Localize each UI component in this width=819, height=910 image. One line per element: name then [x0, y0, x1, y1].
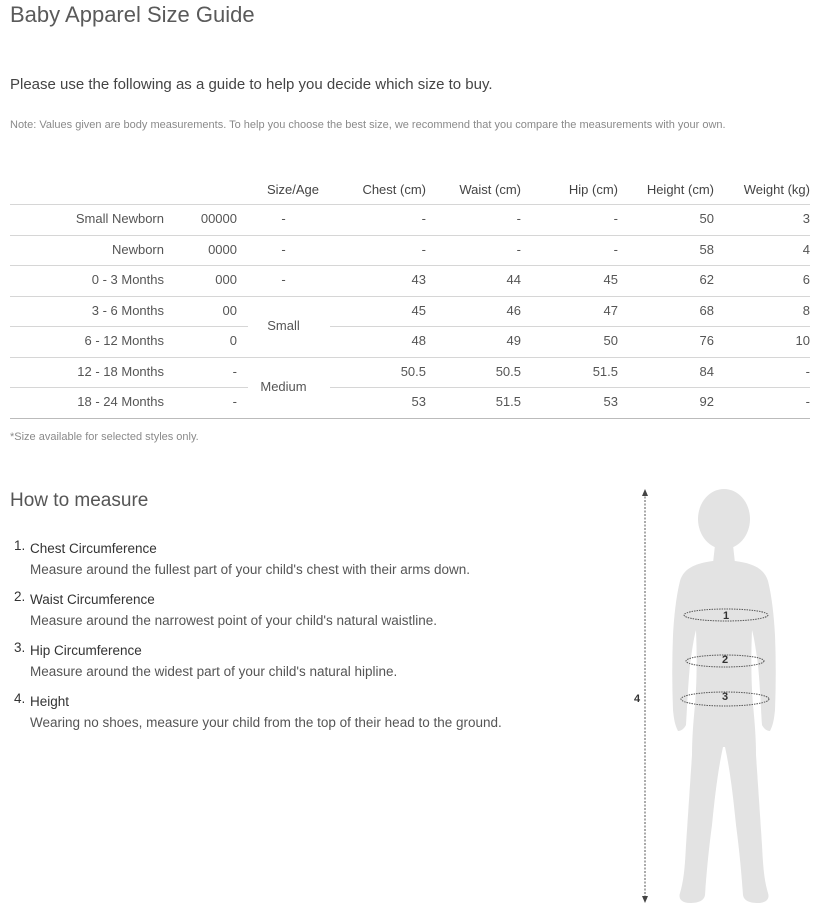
note-text: Note: Values given are body measurements. To help you choose the best size, we recommend that you compare the measurements with your own.	[10, 119, 726, 131]
step-number: 3.	[14, 640, 26, 655]
row-chest: -	[421, 242, 426, 257]
row-code: 0	[229, 333, 237, 348]
step-description: Wearing no shoes, measure your child from the top of their head to the ground.	[30, 715, 502, 730]
row-hip: 51.5	[592, 364, 618, 379]
row-height: 76	[699, 333, 714, 348]
header-hip: Hip (cm)	[568, 182, 618, 197]
row-hip: 47	[603, 303, 618, 318]
step-chest	[14, 538, 504, 580]
step-title: Waist Circumference	[30, 592, 155, 607]
header-waist: Waist (cm)	[459, 182, 521, 197]
step-number: 2.	[14, 589, 26, 604]
size-group-medium: Medium	[260, 379, 307, 394]
row-size: -	[281, 272, 286, 287]
row-height: 62	[699, 272, 714, 287]
footnote-text: *Size available for selected styles only.	[10, 431, 199, 443]
row-hip: 45	[603, 272, 618, 287]
row-waist: 50.5	[495, 364, 521, 379]
row-chest: 53	[411, 394, 426, 409]
row-weight: 6	[802, 272, 810, 287]
row-height: 92	[699, 394, 714, 409]
row-code: 00000	[200, 211, 237, 226]
row-waist: -	[516, 211, 521, 226]
row-chest: 43	[411, 272, 426, 287]
row-code: 000	[215, 272, 237, 287]
header-chest: Chest (cm)	[362, 182, 426, 197]
step-title: Chest Circumference	[30, 541, 157, 556]
row-waist: 51.5	[495, 394, 521, 409]
row-hip: -	[613, 242, 618, 257]
step-description: Measure around the narrowest point of your child's natural waistline.	[30, 613, 438, 628]
row-weight: 4	[802, 242, 810, 257]
chest-label: 1	[723, 610, 730, 622]
step-height	[14, 691, 504, 733]
row-hip: 53	[603, 394, 618, 409]
row-chest: 50.5	[400, 364, 426, 379]
row-age: 0 - 3 Months	[91, 272, 164, 287]
row-weight: -	[805, 394, 810, 409]
row-age: 3 - 6 Months	[91, 303, 164, 318]
row-waist: -	[516, 242, 521, 257]
step-title: Height	[30, 694, 70, 709]
row-age: 18 - 24 Months	[77, 394, 164, 409]
step-hip	[14, 640, 504, 682]
size-group-small: Small	[267, 318, 300, 333]
step-waist	[14, 589, 504, 631]
row-waist: 44	[506, 272, 521, 287]
row-weight: 10	[795, 333, 810, 348]
row-weight: -	[805, 364, 810, 379]
row-code: -	[232, 394, 237, 409]
table-bottom-border	[10, 418, 810, 419]
height-label: 4	[634, 693, 641, 705]
row-height: 50	[699, 211, 714, 226]
row-age: Small Newborn	[75, 211, 164, 226]
header-weight: Weight (kg)	[743, 182, 810, 197]
row-height: 84	[699, 364, 714, 379]
how-to-measure-title: How to measure	[10, 490, 149, 511]
row-age: 12 - 18 Months	[77, 364, 164, 379]
arrow-up-icon	[642, 489, 648, 496]
row-weight: 3	[802, 211, 810, 226]
step-description: Measure around the widest part of your child's natural hipline.	[30, 664, 398, 679]
child-measurement-figure	[620, 485, 819, 910]
row-waist: 46	[506, 303, 521, 318]
row-age: 6 - 12 Months	[84, 333, 164, 348]
row-chest: 48	[411, 333, 426, 348]
row-hip: -	[613, 211, 618, 226]
row-code: 00	[222, 303, 237, 318]
header-height: Height (cm)	[646, 182, 714, 197]
page-title: Baby Apparel Size Guide	[10, 2, 255, 27]
step-number: 1.	[14, 538, 26, 553]
row-waist: 49	[506, 333, 521, 348]
row-size: -	[281, 211, 286, 226]
row-hip: 50	[603, 333, 618, 348]
arrow-down-icon	[642, 896, 648, 903]
row-code: -	[232, 364, 237, 379]
hip-label: 3	[722, 691, 729, 703]
step-number: 4.	[14, 691, 26, 706]
size-table	[10, 175, 810, 419]
intro-text: Please use the following as a guide to help you decide which size to buy.	[10, 76, 493, 93]
step-title: Hip Circumference	[30, 643, 142, 658]
row-code: 0000	[208, 242, 237, 257]
row-height: 58	[699, 242, 714, 257]
row-chest: -	[421, 211, 426, 226]
row-weight: 8	[802, 303, 810, 318]
row-size: -	[281, 242, 286, 257]
row-chest: 45	[411, 303, 426, 318]
measure-steps	[14, 538, 504, 742]
row-age: Newborn	[111, 242, 164, 257]
header-size-age: Size/Age	[266, 182, 320, 197]
row-height: 68	[699, 303, 714, 318]
step-description: Measure around the fullest part of your child's chest with their arms down.	[30, 562, 471, 577]
waist-label: 2	[722, 654, 729, 666]
